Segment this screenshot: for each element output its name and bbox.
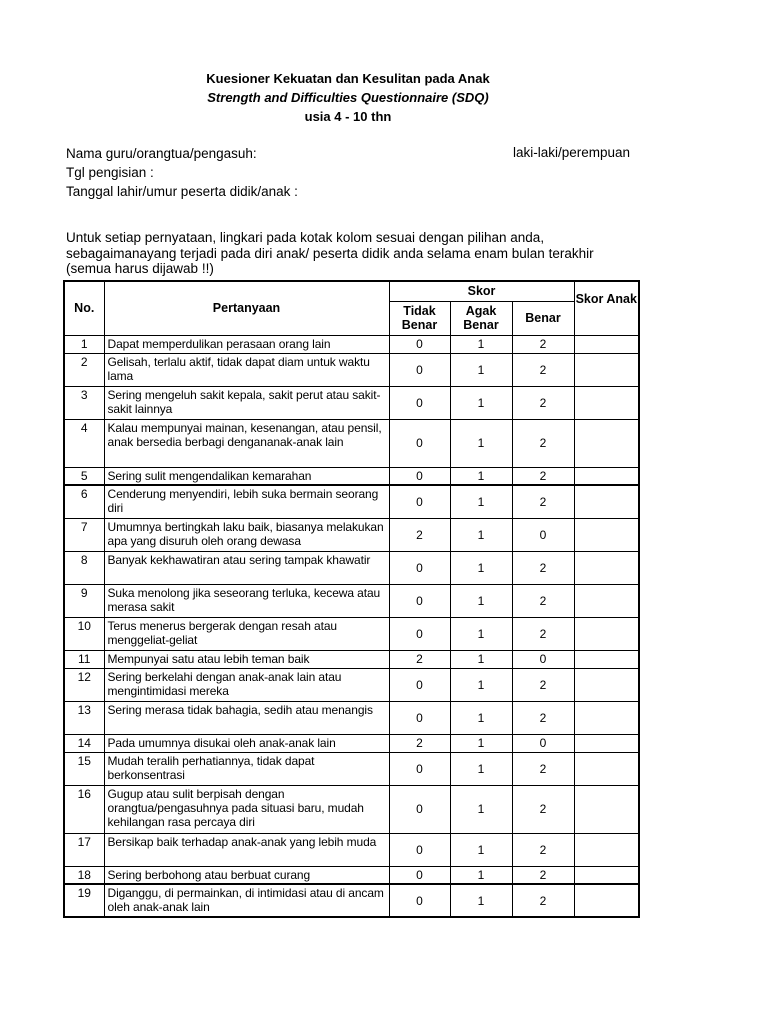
score-tidak-benar: 0 [389,419,450,467]
row-number: 1 [64,335,104,353]
score-benar: 0 [512,650,574,668]
row-number: 17 [64,833,104,866]
score-benar: 2 [512,833,574,866]
score-benar: 2 [512,752,574,785]
instruction-line: sebagaimanayang terjadi pada diri anak/ peserta didik anda selama enam bulan terakhir [66,245,594,261]
header-skor: Skor [389,281,574,301]
score-benar: 2 [512,884,574,917]
score-anak-cell[interactable] [574,485,639,518]
score-agak-benar: 1 [450,419,512,467]
score-tidak-benar: 0 [389,335,450,353]
table-row [64,668,639,701]
question-text: Bersikap baik terhadap anak-anak yang lebih muda [104,833,389,866]
score-tidak-benar: 0 [389,866,450,884]
row-number: 19 [64,884,104,917]
title-indonesian: Kuesioner Kekuatan dan Kesulitan pada Anak [206,71,490,86]
score-agak-benar: 1 [450,551,512,584]
score-agak-benar: 1 [450,701,512,734]
question-text: Cenderung menyendiri, lebih suka bermain seorang diri [104,485,389,518]
score-agak-benar: 1 [450,866,512,884]
instructions [66,230,666,277]
score-tidak-benar: 0 [389,467,450,485]
header-benar: Benar [512,301,574,335]
row-number: 14 [64,734,104,752]
score-anak-cell[interactable] [574,650,639,668]
row-number: 3 [64,386,104,419]
question-text: Pada umumnya disukai oleh anak-anak lain [104,734,389,752]
row-number: 6 [64,485,104,518]
row-number: 12 [64,668,104,701]
question-rows [64,335,639,917]
document-header [0,69,696,126]
score-tidak-benar: 0 [389,884,450,917]
score-anak-cell[interactable] [574,335,639,353]
table-row [64,650,639,668]
score-agak-benar: 1 [450,650,512,668]
score-benar: 2 [512,467,574,485]
score-anak-cell[interactable] [574,467,639,485]
score-anak-cell[interactable] [574,668,639,701]
table-row [64,335,639,353]
score-benar: 2 [512,617,574,650]
question-text: Gugup atau sulit berpisah dengan orangtua/pengasuhnya pada situasi baru, mudah kehilangan rasa percaya diri [104,785,389,833]
score-agak-benar: 1 [450,833,512,866]
row-number: 2 [64,353,104,386]
instruction-line: (semua harus dijawab !!) [66,261,214,277]
question-text: Sering sulit mengendalikan kemarahan [104,467,389,485]
table-row [64,884,639,917]
question-text: Umumnya bertingkah laku baik, biasanya melakukan apa yang disuruh oleh orang dewasa [104,518,389,551]
table-row [64,419,639,467]
score-tidak-benar: 2 [389,734,450,752]
score-anak-cell[interactable] [574,584,639,617]
row-number: 11 [64,650,104,668]
row-number: 5 [64,467,104,485]
table-row [64,701,639,734]
score-benar: 2 [512,335,574,353]
row-number: 10 [64,617,104,650]
header-no: No. [64,281,104,335]
table-row [64,785,639,833]
score-benar: 2 [512,386,574,419]
row-number: 16 [64,785,104,833]
score-benar: 2 [512,584,574,617]
instruction-line: Untuk setiap pernyataan, lingkari pada kotak kolom sesuai dengan pilihan anda, [66,230,545,245]
table-row [64,584,639,617]
score-tidak-benar: 0 [389,584,450,617]
score-anak-cell[interactable] [574,617,639,650]
score-tidak-benar: 0 [389,701,450,734]
score-anak-cell[interactable] [574,518,639,551]
question-text: Gelisah, terlalu aktif, tidak dapat diam untuk waktu lama [104,353,389,386]
question-text: Mudah teralih perhatiannya, tidak dapat berkonsentrasi [104,752,389,785]
score-tidak-benar: 0 [389,386,450,419]
table-row [64,467,639,485]
birth-date-label: Tanggal lahir/umur peserta didik/anak : [66,184,298,199]
score-benar: 2 [512,419,574,467]
score-benar: 2 [512,785,574,833]
score-tidak-benar: 2 [389,650,450,668]
score-agak-benar: 1 [450,617,512,650]
table-row [64,518,639,551]
score-benar: 0 [512,518,574,551]
score-agak-benar: 1 [450,485,512,518]
header-tidak-benar: Tidak Benar [389,301,450,335]
score-agak-benar: 1 [450,353,512,386]
score-agak-benar: 1 [450,584,512,617]
question-text: Sering berkelahi dengan anak-anak lain atau mengintimidasi mereka [104,668,389,701]
score-tidak-benar: 2 [389,518,450,551]
question-text: Diganggu, di permainkan, di intimidasi atau di ancam oleh anak-anak lain [104,884,389,917]
question-text: Dapat memperdulikan perasaan orang lain [104,335,389,353]
fill-date-label: Tgl pengisian : [66,165,154,180]
row-number: 18 [64,866,104,884]
question-text: Suka menolong jika seseorang terluka, kecewa atau merasa sakit [104,584,389,617]
score-tidak-benar: 0 [389,485,450,518]
score-anak-cell[interactable] [574,386,639,419]
score-agak-benar: 1 [450,734,512,752]
row-number: 13 [64,701,104,734]
score-anak-cell[interactable] [574,701,639,734]
score-anak-cell[interactable] [574,884,639,917]
table-row [64,866,639,884]
score-benar: 0 [512,734,574,752]
score-anak-cell[interactable] [574,353,639,386]
table-row [64,485,639,518]
score-agak-benar: 1 [450,386,512,419]
score-tidak-benar: 0 [389,785,450,833]
score-agak-benar: 1 [450,335,512,353]
score-anak-cell[interactable] [574,734,639,752]
score-agak-benar: 1 [450,785,512,833]
row-number: 15 [64,752,104,785]
title-english: Strength and Difficulties Questionnaire (SDQ) [207,90,489,105]
sdq-table [63,280,640,918]
score-benar: 2 [512,485,574,518]
table-row [64,752,639,785]
header-skor-anak: Skor Anak [574,281,639,335]
score-tidak-benar: 0 [389,752,450,785]
score-benar: 2 [512,701,574,734]
score-tidak-benar: 0 [389,833,450,866]
row-number: 8 [64,551,104,584]
table-row [64,617,639,650]
question-text: Sering mengeluh sakit kepala, sakit perut atau sakit-sakit lainnya [104,386,389,419]
gender-label: laki-laki/perempuan [513,145,631,160]
score-anak-cell[interactable] [574,833,639,866]
score-anak-cell[interactable] [574,551,639,584]
question-text: Terus menerus bergerak dengan resah atau menggeliat-geliat [104,617,389,650]
table-row [64,734,639,752]
row-number: 4 [64,419,104,467]
score-benar: 2 [512,668,574,701]
score-anak-cell[interactable] [574,785,639,833]
score-tidak-benar: 0 [389,668,450,701]
score-benar: 2 [512,866,574,884]
score-benar: 2 [512,551,574,584]
row-number: 7 [64,518,104,551]
question-text: Sering berbohong atau berbuat curang [104,866,389,884]
score-anak-cell[interactable] [574,866,639,884]
question-text: Banyak kekhawatiran atau sering tampak khawatir [104,551,389,584]
score-tidak-benar: 0 [389,353,450,386]
table-row [64,833,639,866]
score-agak-benar: 1 [450,752,512,785]
score-agak-benar: 1 [450,467,512,485]
question-text: Kalau mempunyai mainan, kesenangan, atau pensil, anak bersedia berbagi dengananak-anak lain [104,419,389,467]
score-tidak-benar: 0 [389,551,450,584]
table-row [64,353,639,386]
score-agak-benar: 1 [450,884,512,917]
question-text: Mempunyai satu atau lebih teman baik [104,650,389,668]
score-anak-cell[interactable] [574,752,639,785]
header-question: Pertanyaan [104,281,389,335]
caregiver-name-label: Nama guru/orangtua/pengasuh: [66,146,257,161]
score-anak-cell[interactable] [574,419,639,467]
header-agak-benar: Agak Benar [450,301,512,335]
table-row [64,386,639,419]
score-tidak-benar: 0 [389,617,450,650]
table-row [64,551,639,584]
row-number: 9 [64,584,104,617]
score-agak-benar: 1 [450,668,512,701]
age-range: usia 4 - 10 thn [304,109,392,124]
score-agak-benar: 1 [450,518,512,551]
question-text: Sering merasa tidak bahagia, sedih atau menangis [104,701,389,734]
score-benar: 2 [512,353,574,386]
